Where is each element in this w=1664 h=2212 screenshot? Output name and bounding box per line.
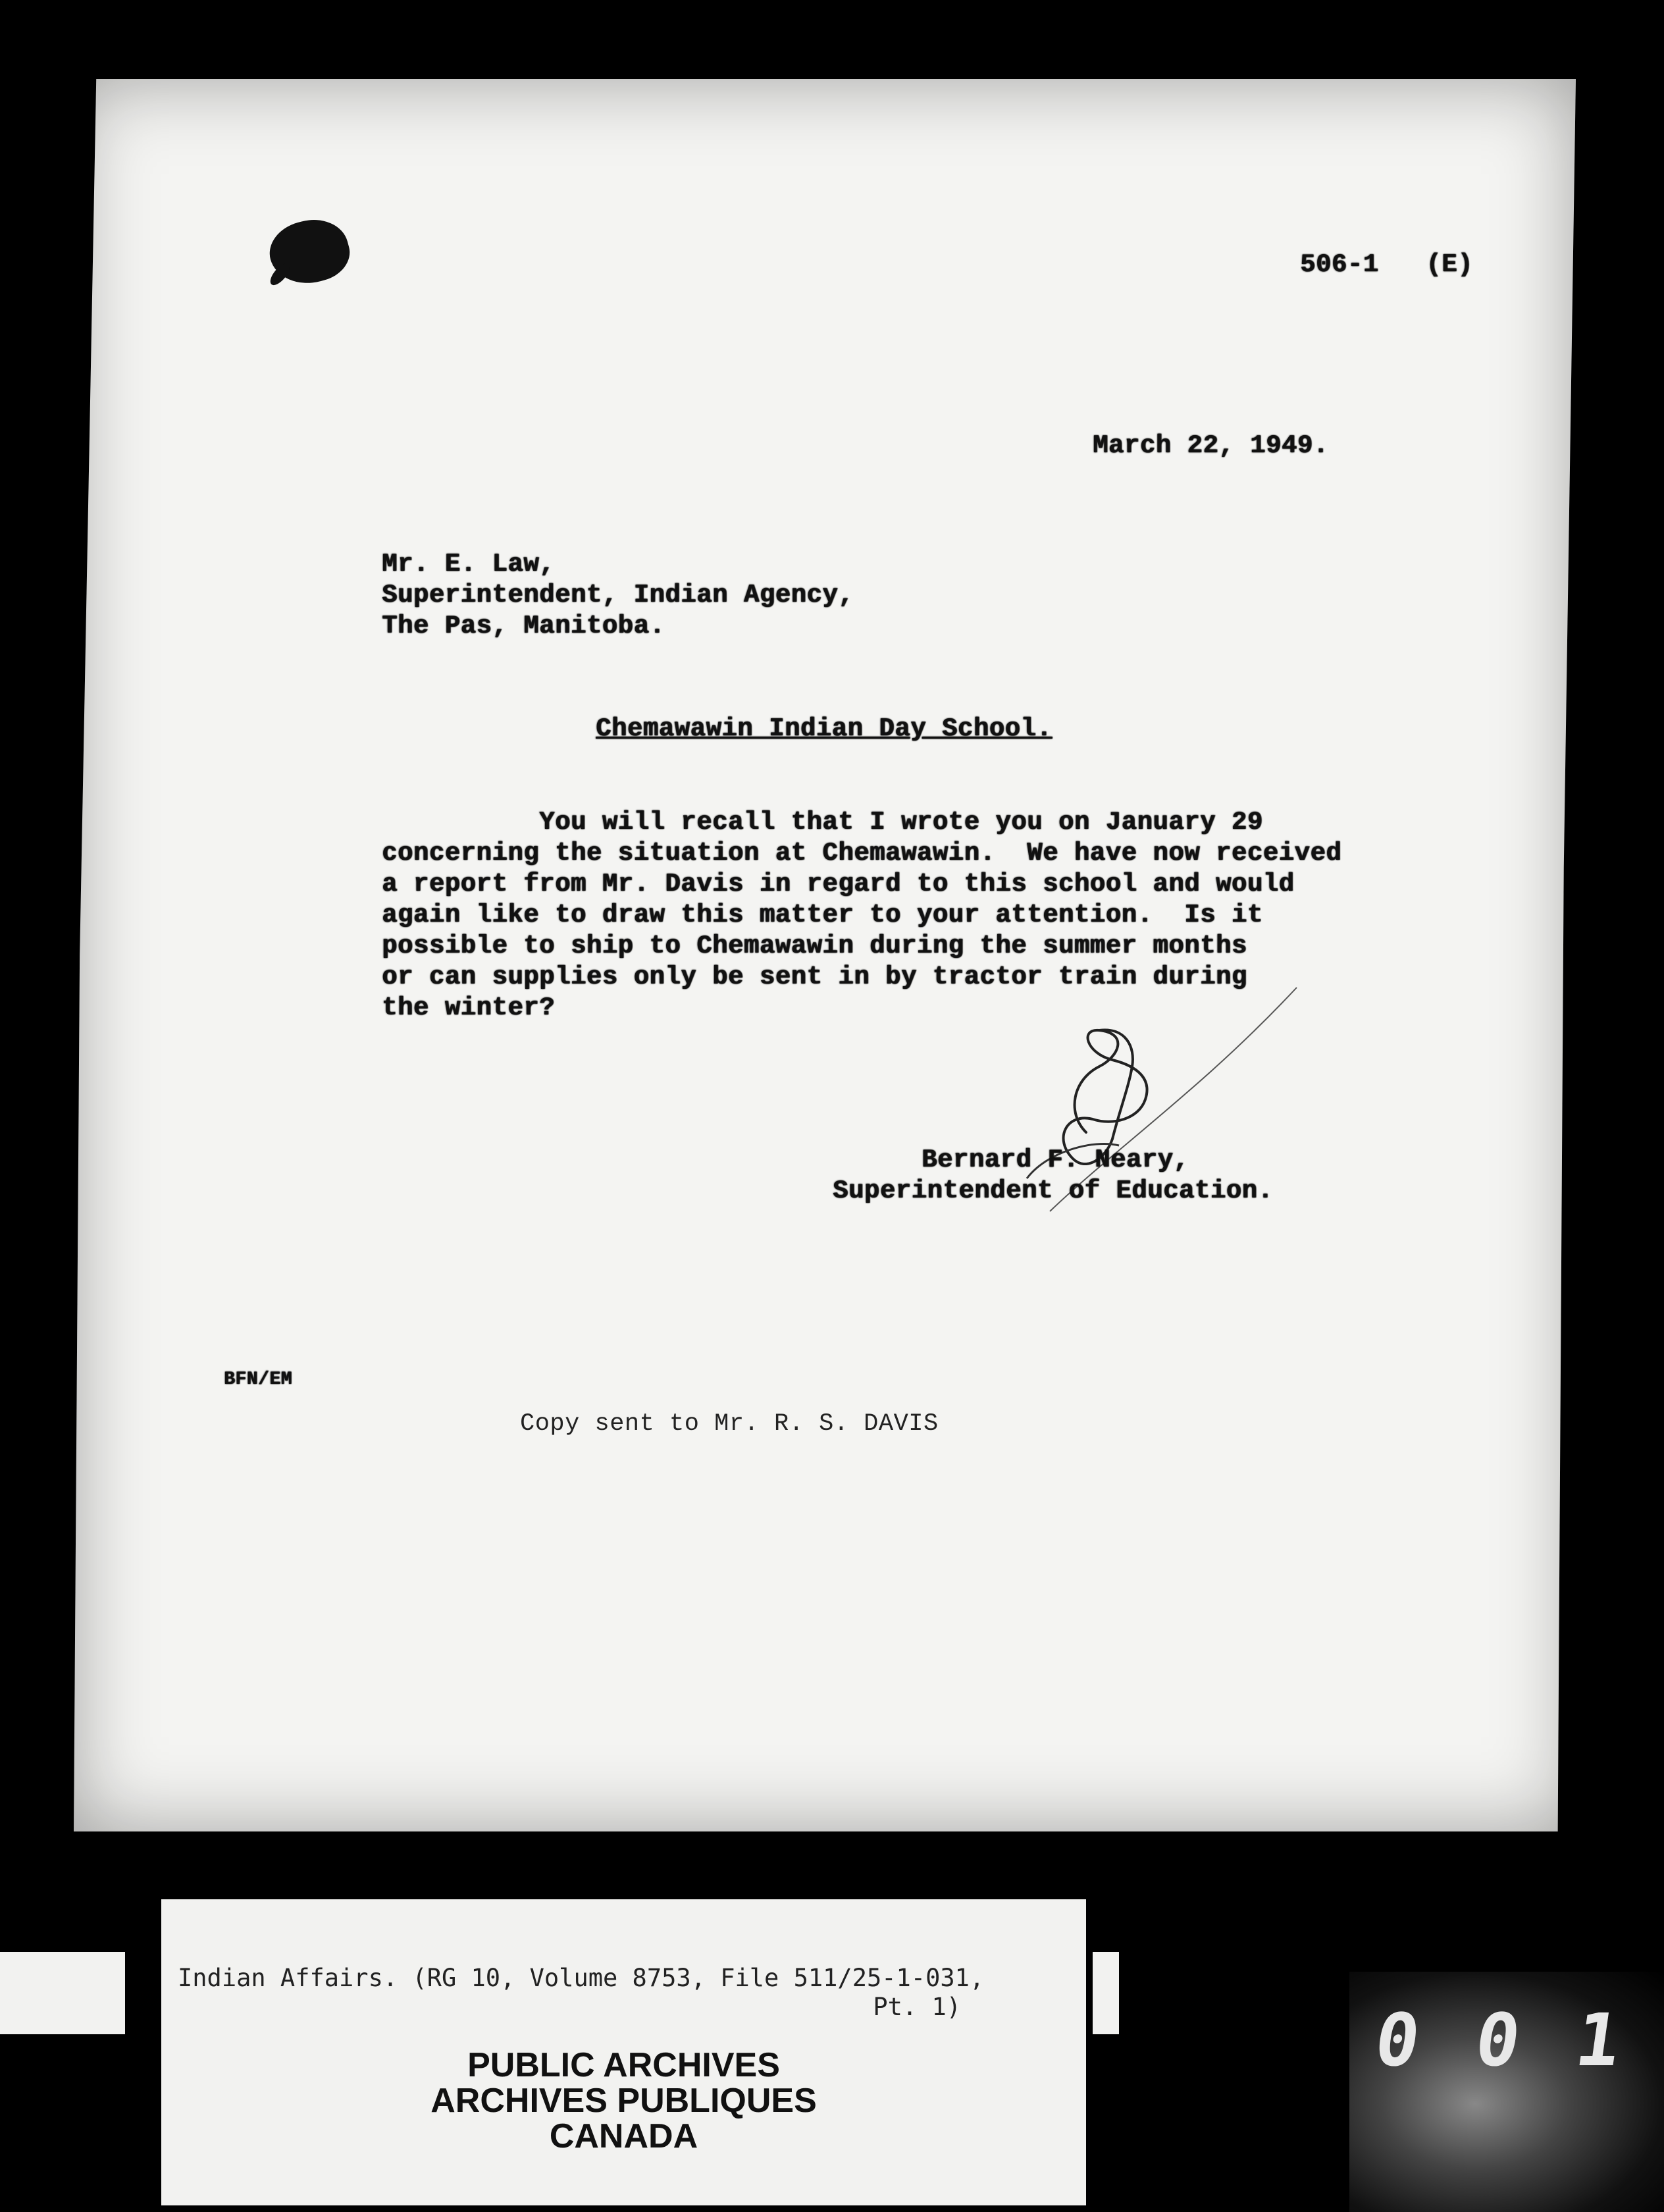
body-line-5: possible to ship to Chemawawin during the summer months (382, 932, 1247, 961)
film-edge (1349, 1972, 1664, 2212)
archives-stamp (161, 2047, 1086, 2154)
archives-line-french: ARCHIVES PUBLIQUES (430, 2082, 817, 2120)
recipient-line-2: Superintendent, Indian Agency, (382, 581, 854, 610)
signatory-name: Bernard F. Neary, (922, 1146, 1189, 1174)
body-line-3: a report from Mr. Davis in regard to this school and would (382, 870, 1295, 899)
body-line-7: the winter? (382, 993, 555, 1022)
recipient-line-1: Mr. E. Law, (382, 550, 555, 579)
body-line-1: You will recall that I wrote you on January 29 (382, 808, 1263, 837)
film-frame-number: 0 0 1 (1370, 1998, 1633, 2082)
body-line-4: again like to draw this matter to your attention. Is it (382, 901, 1263, 930)
archive-citation (178, 1964, 1073, 2022)
letter-date: March 22, 1949. (1093, 431, 1329, 460)
archive-citation-line-1: Indian Affairs. (RG 10, Volume 8753, File 511/25-1-031, (178, 1964, 985, 1992)
archives-line-country: CANADA (549, 2117, 698, 2155)
body-line-2: concerning the situation at Chemawawin. We have now received (382, 839, 1342, 868)
body-line-6: or can supplies only be sent in by tractor train during (382, 962, 1247, 991)
signatory-title: Superintendent of Education. (833, 1176, 1274, 1205)
archives-line-english: PUBLIC ARCHIVES (467, 2046, 780, 2084)
file-number: 506-1 (E) (1300, 250, 1473, 279)
letter-subject: Chemawawin Indian Day School. (596, 714, 1053, 743)
label-tab-left (0, 1952, 125, 2034)
copy-note: Copy sent to Mr. R. S. DAVIS (520, 1410, 939, 1438)
recipient-line-3: The Pas, Manitoba. (382, 612, 665, 641)
archive-citation-line-2: Pt. 1) (873, 1993, 961, 2021)
archive-label (161, 1899, 1086, 2205)
label-tab-right (1093, 1952, 1119, 2034)
typist-initials: BFN/EM (224, 1369, 292, 1390)
